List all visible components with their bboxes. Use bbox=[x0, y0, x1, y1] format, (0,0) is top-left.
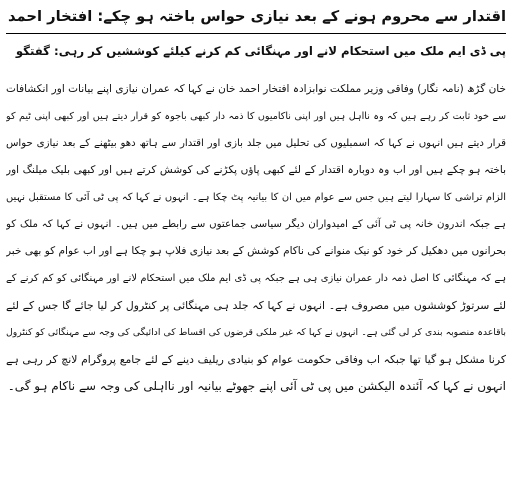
article-body bbox=[6, 76, 506, 400]
article-line: بحرانوں میں دھکیل کر خود کو نیک منوانے کی ناکام کوشش کے بعد نیازی فلاپ ہو چکا ہے اور اب عوام کو بھی خبر bbox=[6, 245, 506, 257]
article-line: ہے کہ مہنگائی کا اصل ذمہ دار عمران نیازی ہی ہے جبکہ پی ڈی ایم ملک میں استحکام لانے اور مہنگائی کو کم کرنے کے bbox=[6, 273, 506, 284]
article-line: سے خود ثابت کر رہے ہیں کہ وہ نااہل ہیں اور اپنی ناکامیوں کا ذمہ دار کبھی باجوہ کو قرار دیتے ہیں اور کبھی اپنی ٹیم کو bbox=[6, 111, 506, 122]
article-line: انہوں نے کہا کہ آئندہ الیکشن میں پی ٹی آئی اپنے جھوٹے بیانیہ اور نااہلی کی وجہ سے ناکام ہو گی۔ bbox=[7, 379, 506, 393]
headline: اقتدار سے محروم ہونے کے بعد نیازی حواس باختہ ہو چکے: افتخار احمد bbox=[8, 8, 506, 25]
article-line: باختہ ہو چکے ہیں اور اب وہ دوبارہ اقتدار کے لئے کبھی پاؤں پکڑنے کی کوشش کرتے ہیں اور کبھی بلیک میلنگ اور bbox=[6, 164, 506, 176]
article-line: الزام تراشی کا سہارا لیتے ہیں جس سے عوام میں ان کا بیانیہ پٹ چکا ہے۔ انہوں نے کہا کہ پی ٹی آئی کا مستقبل نہیں bbox=[6, 192, 506, 203]
article-line: خان گڑھ (نامہ نگار) وفاقی وزیر مملکت نوابزادہ افتخار احمد خان نے کہا کہ عمران نیازی اپنے بیانات اور انکشافات bbox=[6, 83, 506, 95]
article-line: ہے جبکہ اندرون خانہ پی ٹی آئی کے امیدواران دیگر سیاسی جماعتوں سے رابطے میں ہیں۔ انہوں نے کہا کہ ملک کو bbox=[6, 219, 506, 230]
subheadline: پی ڈی ایم ملک میں استحکام لانے اور مہنگائی کم کرنے کیلئے کوششیں کر رہی: گفتگو bbox=[15, 44, 506, 58]
article-line: قرار دیتے ہیں انہوں نے کہا کہ اسمبلیوں کی تحلیل میں جلد بازی اور اقتدار سے ہاتھ دھو بیٹھنے کے بعد نیازی حواس bbox=[6, 138, 506, 149]
article-line: باقاعدہ منصوبہ بندی کر لی گئی ہے۔ انہوں نے کہا کہ غیر ملکی قرضوں کی اقساط کی ادائیگی کی وجہ سے مہنگائی کو کنٹرول bbox=[6, 327, 506, 338]
article-line: لئے سرتوڑ کوششوں میں مصروف ہے۔ انہوں نے کہا کہ جلد ہی مہنگائی پر کنٹرول کر لیا جائے گا جس کے لئے bbox=[6, 299, 506, 312]
headline-divider bbox=[6, 33, 506, 34]
article-line: کرنا مشکل ہو گیا تھا جبکہ اب وفاقی حکومت عوام کو بنیادی ریلیف دینے کے لئے جامع پروگرام لانچ کر رہی ہے bbox=[6, 353, 506, 366]
